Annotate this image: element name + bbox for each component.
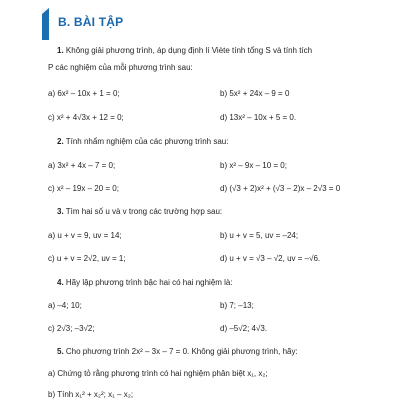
problem-4-item-d: d) –5√2; 4√3.: [220, 324, 268, 333]
problem-1-item-d: d) 13x² – 10x + 5 = 0.: [220, 113, 297, 122]
problem-1-text-line2: P các nghiệm của mỗi phương trình sau:: [48, 63, 193, 72]
problem-4-item-a: a) –4; 10;: [48, 301, 82, 310]
problem-2-text-line1: Tính nhẩm nghiệm của các phương trình sau:: [65, 137, 229, 146]
problem-3-item-c: c) u + v = 2√2, uv = 1;: [48, 254, 126, 263]
problem-3-item-b: b) u + v = 5, uv = –24;: [220, 231, 299, 240]
problem-2-number: 2.: [57, 137, 64, 146]
problem-3-item-d: d) u + v = √3 – √2, uv = –√6.: [220, 254, 321, 263]
problem-4-text: [57, 278, 233, 288]
problem-1-item-c: c) x² + 4√3x + 12 = 0;: [48, 113, 124, 122]
problem-3-text-line1: Tìm hai số u và v trong các trường hợp sau:: [65, 207, 223, 216]
problem-3-number: 3.: [57, 207, 64, 216]
problem-2-text: [57, 137, 228, 147]
problem-1-number: 1.: [57, 46, 64, 55]
problem-2-item-c: c) x² – 19x – 20 = 0;: [48, 184, 119, 193]
problem-1-item-b: b) 5x² + 24x – 9 = 0: [220, 89, 290, 98]
problem-2-item-a: a) 3x² + 4x – 7 = 0;: [48, 161, 116, 170]
problem-5-text: [57, 347, 298, 357]
problem-1-item-a: a) 6x² – 10x + 1 = 0;: [48, 89, 120, 98]
problem-3-text: [57, 207, 222, 217]
problem-2-item-b: b) x² – 9x – 10 = 0;: [220, 161, 287, 170]
problem-5-item-a: a) Chứng tỏ rằng phương trình có hai nghiệm phân biệt x₁, x₂;: [48, 369, 268, 378]
problem-4-item-c: c) 2√3; –3√2;: [48, 324, 95, 333]
problem-4-text-line1: Hãy lập phương trình bậc hai có hai nghiệm là:: [65, 278, 233, 287]
problem-1-text-line1: Không giải phương trình, áp dụng định lí Viète tính tổng S và tính tích: [65, 46, 313, 55]
problem-4-item-b: b) 7; –13;: [220, 301, 254, 310]
problem-5-item-b: b) Tính x₁² + x₂²; x₁ – x₂;: [48, 390, 134, 399]
problem-5-text-line1: Cho phương trình 2x² – 3x – 7 = 0. Không giải phương trình, hãy:: [65, 347, 298, 356]
section-marker-cap: [42, 8, 49, 14]
problem-2-item-d: d) (√3 + 2)x² + (√3 – 2)x – 2√3 = 0: [220, 184, 341, 193]
section-title: B. BÀI TẬP: [58, 15, 124, 29]
problem-5-number: 5.: [57, 347, 64, 356]
problem-3-item-a: a) u + v = 9, uv = 14;: [48, 231, 122, 240]
problem-1-text: [57, 46, 312, 56]
problem-4-number: 4.: [57, 278, 64, 287]
